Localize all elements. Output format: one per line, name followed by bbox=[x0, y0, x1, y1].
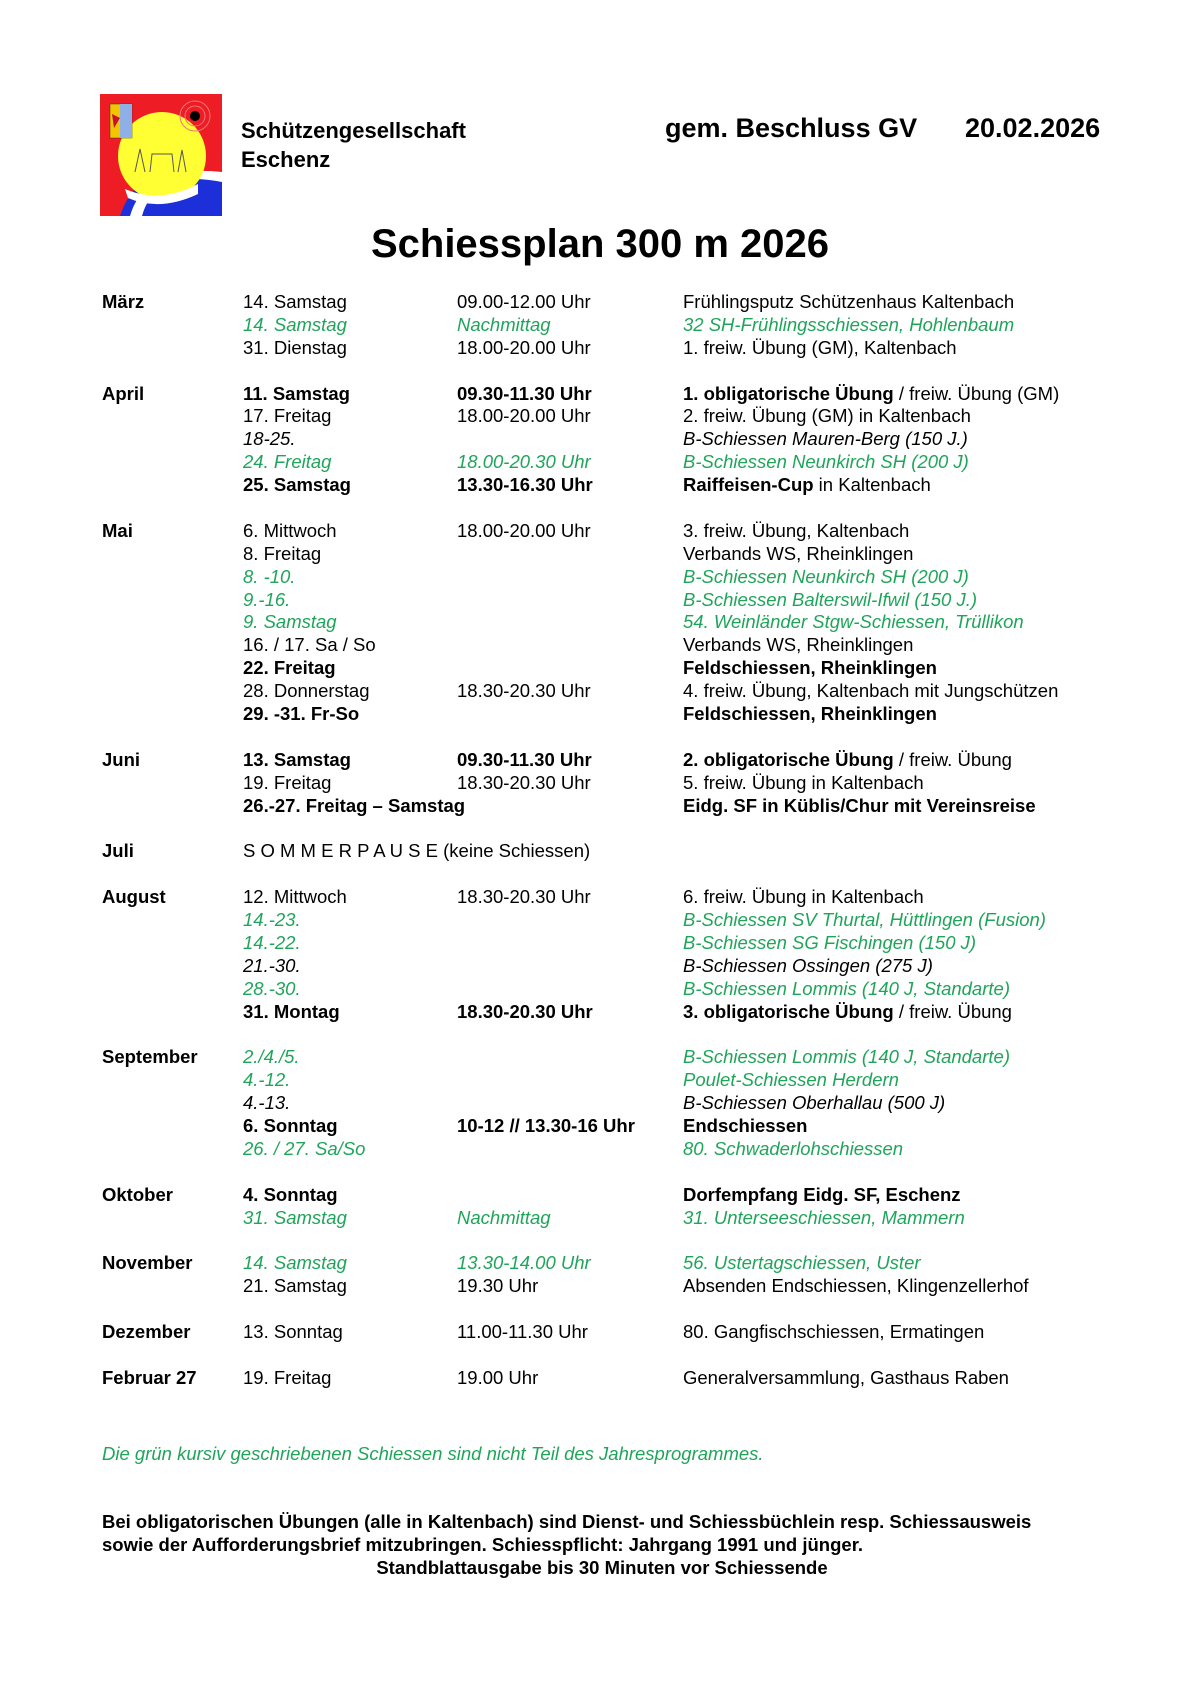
organization-name bbox=[241, 116, 466, 174]
time-cell: 18.00-20.00 Uhr bbox=[457, 336, 591, 358]
footer-line-1: Bei obligatorischen Übungen (alle in Kaltenbach) sind Dienst- und Schiessbüchlein resp. Schiessausweis bbox=[102, 1511, 1032, 1532]
schedule-row bbox=[102, 703, 1102, 726]
date-cell: 4.-12. bbox=[243, 1069, 291, 1091]
date-cell: 13. Sonntag bbox=[243, 1321, 343, 1343]
schedule-row bbox=[102, 1046, 1102, 1069]
legend-note: Die grün kursiv geschriebenen Schiessen sind nicht Teil des Jahresprogrammes. bbox=[102, 1443, 764, 1464]
event-rest: / freiw. Übung (GM) bbox=[893, 382, 1060, 404]
date-cell: 14. Samstag bbox=[243, 313, 347, 335]
month-block bbox=[102, 1046, 1102, 1160]
date-cell: 4. Sonntag bbox=[243, 1183, 338, 1205]
event-cell: 80. Schwaderlohschiessen bbox=[683, 1137, 904, 1159]
date-cell: 13. Samstag bbox=[243, 748, 351, 770]
event-cell: Absenden Endschiessen, Klingenzellerhof bbox=[683, 1275, 1029, 1297]
schedule-row bbox=[102, 1001, 1102, 1024]
schedule-row bbox=[102, 589, 1102, 612]
event-cell: B-Schiessen Lommis (140 J, Standarte) bbox=[683, 1046, 1010, 1068]
month-label: September bbox=[102, 1046, 198, 1068]
footer-line-3: Standblattausgabe bis 30 Minuten vor Schiessende bbox=[376, 1557, 828, 1578]
month-label: Oktober bbox=[102, 1183, 173, 1205]
event-cell: Feldschiessen, Rheinklingen bbox=[683, 657, 937, 679]
schedule-row bbox=[102, 543, 1102, 566]
event-cell: Endschiessen bbox=[683, 1115, 808, 1137]
event-cell: B-Schiessen SG Fischingen (150 J) bbox=[683, 931, 977, 953]
date-cell: 12. Mittwoch bbox=[243, 886, 347, 908]
month-block bbox=[102, 886, 1102, 1023]
event-cell: Generalversammlung, Gasthaus Raben bbox=[683, 1366, 1009, 1388]
event-cell: 32 SH-Frühlingsschiessen, Hohlenbaum bbox=[683, 313, 1015, 335]
time-cell: 13.30-16.30 Uhr bbox=[457, 474, 593, 496]
time-cell: 18.00-20.00 Uhr bbox=[457, 519, 591, 541]
time-cell: 18.30-20.30 Uhr bbox=[457, 1000, 593, 1022]
schedule-row bbox=[102, 1207, 1102, 1230]
event-cell: B-Schiessen Oberhallau (500 J) bbox=[683, 1092, 946, 1114]
schedule-row bbox=[102, 428, 1102, 451]
month-block bbox=[102, 840, 1102, 863]
event-cell: 31. Unterseeschiessen, Mammern bbox=[683, 1206, 965, 1228]
event-cell bbox=[683, 474, 931, 497]
org-line-1: Schützengesellschaft bbox=[241, 118, 466, 143]
month-label: November bbox=[102, 1252, 193, 1274]
event-cell: 3. freiw. Übung, Kaltenbach bbox=[683, 519, 910, 541]
event-cell: 1. freiw. Übung (GM), Kaltenbach bbox=[683, 336, 957, 358]
time-cell: 19.00 Uhr bbox=[457, 1366, 539, 1388]
schedule-row bbox=[102, 1321, 1102, 1344]
schedule-row bbox=[102, 909, 1102, 932]
time-cell: 18.30-20.30 Uhr bbox=[457, 680, 591, 702]
date-cell: 14.-22. bbox=[243, 931, 301, 953]
event-cell bbox=[683, 749, 1012, 772]
event-cell: 2. freiw. Übung (GM) in Kaltenbach bbox=[683, 405, 971, 427]
time-cell: 09.30-11.30 Uhr bbox=[457, 382, 592, 404]
org-line-2: Eschenz bbox=[241, 147, 331, 172]
event-cell: B-Schiessen Neunkirch SH (200 J) bbox=[683, 565, 969, 587]
schedule-row bbox=[102, 291, 1102, 314]
schedule-row bbox=[102, 886, 1102, 909]
date-cell: 2./4./5. bbox=[243, 1046, 300, 1068]
schedule-row bbox=[102, 611, 1102, 634]
event-cell: B-Schiessen Ossingen (275 J) bbox=[683, 954, 933, 976]
month-label: Juli bbox=[102, 840, 134, 862]
date-cell: 26. / 27. Sa/So bbox=[243, 1137, 366, 1159]
date-cell: 19. Freitag bbox=[243, 771, 332, 793]
page-title: Schiessplan 300 m 2026 bbox=[370, 222, 830, 266]
schedule-row bbox=[102, 1367, 1102, 1390]
date-cell: 6. Sonntag bbox=[243, 1115, 338, 1137]
schedule-row bbox=[102, 657, 1102, 680]
schedule-row bbox=[102, 932, 1102, 955]
month-label: August bbox=[102, 886, 166, 908]
time-cell: 19.30 Uhr bbox=[457, 1275, 539, 1297]
date-cell: 8. Freitag bbox=[243, 542, 322, 564]
date-cell: 4.-13. bbox=[243, 1092, 291, 1114]
date-cell: 11. Samstag bbox=[243, 382, 350, 404]
event-bold-part: 1. obligatorische Übung bbox=[683, 382, 894, 404]
month-block bbox=[102, 520, 1102, 726]
date-cell: 14.-23. bbox=[243, 909, 301, 931]
month-label: Mai bbox=[102, 519, 133, 541]
date-cell: 28.-30. bbox=[243, 977, 301, 999]
month-label: Dezember bbox=[102, 1321, 191, 1343]
schedule-row bbox=[102, 680, 1102, 703]
schedule-row bbox=[102, 795, 1102, 818]
schedule-row bbox=[102, 1115, 1102, 1138]
decision-date: 20.02.2026 bbox=[965, 113, 1101, 143]
schedule-row bbox=[102, 1184, 1102, 1207]
date-cell: 21. Samstag bbox=[243, 1275, 347, 1297]
event-rest: / freiw. Übung bbox=[893, 748, 1012, 770]
schedule-row bbox=[102, 337, 1102, 360]
date-cell: 8. -10. bbox=[243, 565, 296, 587]
time-cell: 18.00-20.30 Uhr bbox=[457, 451, 591, 473]
time-cell: 09.00-12.00 Uhr bbox=[457, 291, 591, 312]
event-bold-part: 3. obligatorische Übung bbox=[683, 1000, 894, 1022]
footer-notice bbox=[102, 1510, 1102, 1579]
club-logo-icon bbox=[100, 94, 222, 216]
schedule-row bbox=[102, 840, 1102, 863]
event-cell: B-Schiessen SV Thurtal, Hüttlingen (Fusion) bbox=[683, 909, 1046, 931]
time-cell: 18.00-20.00 Uhr bbox=[457, 405, 591, 427]
month-label: Juni bbox=[102, 748, 141, 770]
date-cell: 24. Freitag bbox=[243, 451, 332, 473]
schedule-row bbox=[102, 1275, 1102, 1298]
time-cell: Nachmittag bbox=[457, 313, 551, 335]
month-block bbox=[102, 291, 1102, 360]
event-rest: in Kaltenbach bbox=[813, 474, 931, 496]
schedule-table bbox=[102, 291, 1102, 1413]
event-cell: Verbands WS, Rheinklingen bbox=[683, 542, 914, 564]
event-cell: Verbands WS, Rheinklingen bbox=[683, 634, 914, 656]
date-cell: 28. Donnerstag bbox=[243, 680, 370, 702]
month-block bbox=[102, 1252, 1102, 1298]
time-cell: 09.30-11.30 Uhr bbox=[457, 748, 592, 770]
event-cell: 54. Weinländer Stgw-Schiessen, Trüllikon bbox=[683, 611, 1024, 633]
time-cell: 18.30-20.30 Uhr bbox=[457, 771, 591, 793]
schedule-row bbox=[102, 955, 1102, 978]
event-cell: Dorfempfang Eidg. SF, Eschenz bbox=[683, 1183, 961, 1205]
date-cell: 6. Mittwoch bbox=[243, 519, 337, 541]
footer-line-2: sowie der Aufforderungsbrief mitzubringen. Schiesspflicht: Jahrgang 1991 und jünger. bbox=[102, 1534, 864, 1555]
month-block bbox=[102, 1184, 1102, 1230]
event-cell: Frühlingsputz Schützenhaus Kaltenbach bbox=[683, 291, 1015, 312]
date-cell: 16. / 17. Sa / So bbox=[243, 634, 376, 656]
schedule-row bbox=[102, 451, 1102, 474]
date-cell: 22. Freitag bbox=[243, 657, 336, 679]
date-cell: 31. Dienstag bbox=[243, 336, 347, 358]
event-cell: B-Schiessen Lommis (140 J, Standarte) bbox=[683, 977, 1010, 999]
month-block bbox=[102, 1367, 1102, 1390]
date-cell: 9.-16. bbox=[243, 588, 291, 610]
schedule-row bbox=[102, 978, 1102, 1001]
date-cell: 9. Samstag bbox=[243, 611, 337, 633]
event-cell: B-Schiessen Balterswil-Ifwil (150 J.) bbox=[683, 588, 978, 610]
date-cell: 25. Samstag bbox=[243, 474, 351, 496]
month-block bbox=[102, 749, 1102, 818]
schedule-row bbox=[102, 749, 1102, 772]
date-cell: 14. Samstag bbox=[243, 1252, 347, 1274]
event-cell: Eidg. SF in Küblis/Chur mit Vereinsreise bbox=[683, 794, 1036, 816]
schedule-row bbox=[102, 474, 1102, 497]
schedule-row bbox=[102, 634, 1102, 657]
date-cell: 26.-27. Freitag – Samstag bbox=[243, 794, 466, 816]
month-label: Februar 27 bbox=[102, 1366, 197, 1388]
month-block bbox=[102, 1321, 1102, 1344]
time-cell: 18.30-20.30 Uhr bbox=[457, 886, 591, 908]
date-cell: 31. Samstag bbox=[243, 1206, 347, 1228]
decision-label: gem. Beschluss GV bbox=[665, 113, 918, 143]
month-label: März bbox=[102, 291, 145, 312]
schedule-row bbox=[102, 405, 1102, 428]
time-cell: 13.30-14.00 Uhr bbox=[457, 1252, 591, 1274]
schedule-row bbox=[102, 314, 1102, 337]
schedule-row bbox=[102, 520, 1102, 543]
time-cell: Nachmittag bbox=[457, 1206, 551, 1228]
event-cell bbox=[683, 383, 1059, 406]
date-cell: 14. Samstag bbox=[243, 291, 347, 312]
schedule-row bbox=[102, 1069, 1102, 1092]
schedule-row bbox=[102, 772, 1102, 795]
month-label: April bbox=[102, 382, 145, 404]
schedule-row bbox=[102, 1138, 1102, 1161]
event-cell: Feldschiessen, Rheinklingen bbox=[683, 703, 937, 725]
time-cell: 10-12 // 13.30-16 Uhr bbox=[457, 1115, 635, 1137]
date-cell: 18-25. bbox=[243, 428, 296, 450]
event-cell: 6. freiw. Übung in Kaltenbach bbox=[683, 886, 924, 908]
event-cell: 80. Gangfischschiessen, Ermatingen bbox=[683, 1321, 985, 1343]
event-rest: / freiw. Übung bbox=[893, 1000, 1012, 1022]
event-bold-part: Raiffeisen-Cup bbox=[683, 474, 814, 496]
date-cell: S O M M E R P A U S E (keine Schiessen) bbox=[243, 840, 591, 862]
date-cell: 31. Montag bbox=[243, 1000, 340, 1022]
event-bold-part: 2. obligatorische Übung bbox=[683, 748, 894, 770]
schedule-row bbox=[102, 1252, 1102, 1275]
date-cell: 19. Freitag bbox=[243, 1366, 332, 1388]
event-cell: 56. Ustertagschiessen, Uster bbox=[683, 1252, 921, 1274]
month-block bbox=[102, 383, 1102, 497]
date-cell: 21.-30. bbox=[243, 954, 301, 976]
event-cell: B-Schiessen Neunkirch SH (200 J) bbox=[683, 451, 969, 473]
schedule-row bbox=[102, 566, 1102, 589]
schedule-row bbox=[102, 1092, 1102, 1115]
event-cell: B-Schiessen Mauren-Berg (150 J.) bbox=[683, 428, 968, 450]
time-cell: 11.00-11.30 Uhr bbox=[457, 1321, 588, 1343]
event-cell: Poulet-Schiessen Herdern bbox=[683, 1069, 899, 1091]
schedule-row bbox=[102, 383, 1102, 406]
event-cell: 5. freiw. Übung in Kaltenbach bbox=[683, 771, 924, 793]
date-cell: 29. -31. Fr-So bbox=[243, 703, 360, 725]
date-cell: 17. Freitag bbox=[243, 405, 332, 427]
event-cell bbox=[683, 1001, 1012, 1024]
event-cell: 4. freiw. Übung, Kaltenbach mit Jungschützen bbox=[683, 680, 1059, 702]
